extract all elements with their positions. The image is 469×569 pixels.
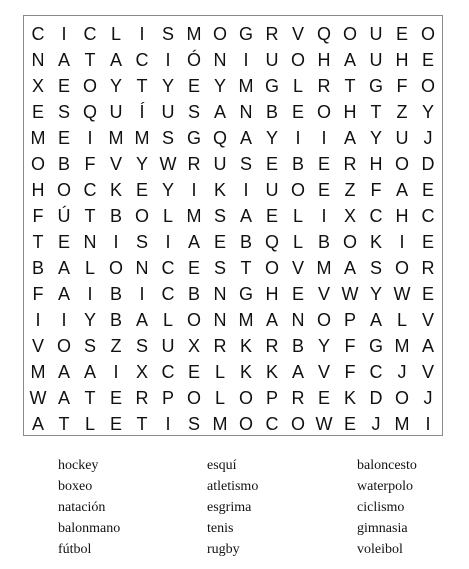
grid-cell[interactable]: E	[57, 76, 70, 96]
grid-cell[interactable]: F	[32, 284, 44, 304]
grid-cell[interactable]: K	[239, 362, 252, 382]
grid-cell[interactable]: E	[265, 154, 278, 174]
grid-cell[interactable]: E	[395, 24, 408, 44]
grid-cell[interactable]: J	[371, 414, 381, 434]
grid-cell[interactable]: F	[32, 206, 44, 226]
grid-cell[interactable]: I	[113, 232, 119, 252]
grid-cell[interactable]: T	[370, 102, 382, 122]
grid-cell[interactable]: O	[238, 388, 253, 408]
grid-cell[interactable]: Y	[421, 102, 434, 122]
grid-cell[interactable]: O	[316, 310, 331, 330]
grid-cell[interactable]: K	[265, 362, 278, 382]
grid-cell[interactable]: I	[113, 362, 119, 382]
grid-cell[interactable]: N	[239, 102, 253, 122]
grid-cell[interactable]: O	[56, 336, 71, 356]
grid-cell[interactable]: U	[213, 154, 227, 174]
grid-cell[interactable]: H	[395, 50, 409, 70]
grid-cell[interactable]: L	[162, 310, 173, 330]
word-esqui: esquí	[207, 458, 237, 473]
grid-cell[interactable]: O	[82, 76, 97, 96]
grid-cell[interactable]: U	[161, 102, 175, 122]
grid-cell[interactable]: E	[291, 284, 304, 304]
grid-cell[interactable]: O	[316, 102, 331, 122]
grid-cell[interactable]: A	[57, 388, 70, 408]
grid-cell[interactable]: C	[161, 362, 175, 382]
grid-cell[interactable]: Q	[82, 102, 97, 122]
grid-cell[interactable]: E	[421, 50, 434, 70]
word-voleibol: voleibol	[357, 542, 403, 557]
grid-cell[interactable]: E	[213, 232, 226, 252]
grid-cell[interactable]: L	[214, 362, 225, 382]
word-waterpolo: waterpolo	[357, 479, 413, 494]
grid-cell[interactable]: H	[317, 50, 331, 70]
grid-cell[interactable]: A	[57, 258, 70, 278]
grid-cell[interactable]: U	[161, 336, 175, 356]
grid-cell[interactable]: U	[369, 50, 383, 70]
grid-cell[interactable]: L	[214, 388, 225, 408]
grid-cell[interactable]: A	[343, 128, 356, 148]
grid-cell[interactable]: A	[421, 336, 434, 356]
grid-cell[interactable]: O	[394, 154, 409, 174]
grid-cell[interactable]: O	[186, 310, 201, 330]
word-natacion: natación	[58, 500, 106, 515]
grid-cell[interactable]: U	[265, 50, 279, 70]
grid-cell[interactable]: D	[421, 154, 435, 174]
grid-cell[interactable]: U	[109, 102, 123, 122]
grid-cell[interactable]: A	[395, 180, 408, 200]
grid-cell[interactable]: B	[57, 154, 70, 174]
grid-cell[interactable]: O	[134, 206, 149, 226]
grid-cell[interactable]: M	[316, 258, 332, 278]
word-baloncesto: baloncesto	[357, 458, 417, 473]
word-tenis: tenis	[207, 521, 234, 536]
grid-cell[interactable]: N	[31, 50, 45, 70]
grid-cell[interactable]: R	[135, 388, 149, 408]
word-gimnasia: gimnasia	[357, 521, 408, 536]
grid-cell[interactable]: E	[187, 76, 200, 96]
grid-cell[interactable]: E	[291, 102, 304, 122]
grid-cell[interactable]: C	[421, 206, 435, 226]
grid-cell[interactable]: F	[370, 180, 382, 200]
word-boxeo: boxeo	[58, 479, 93, 494]
grid-cell[interactable]: Y	[83, 310, 96, 330]
grid-cell[interactable]: V	[291, 258, 304, 278]
grid-cell[interactable]: M	[134, 128, 150, 148]
grid-cell[interactable]: I	[321, 128, 327, 148]
grid-cell[interactable]: R	[265, 24, 279, 44]
grid-cell[interactable]: R	[265, 336, 279, 356]
word-list-column-2	[207, 455, 258, 560]
grid-cell[interactable]: A	[57, 284, 70, 304]
grid-cell[interactable]: Y	[369, 284, 382, 304]
grid-cell[interactable]: Z	[344, 180, 356, 200]
grid-cell[interactable]: D	[369, 388, 383, 408]
grid-cell[interactable]: H	[31, 180, 45, 200]
grid-cell[interactable]: L	[84, 258, 95, 278]
grid-cell[interactable]: L	[162, 206, 173, 226]
grid-cell[interactable]: A	[291, 362, 304, 382]
grid-cell[interactable]: H	[343, 102, 357, 122]
grid-cell[interactable]: J	[397, 362, 407, 382]
grid-cell[interactable]: L	[292, 206, 303, 226]
grid-cell[interactable]: M	[394, 414, 410, 434]
grid-cell[interactable]: B	[31, 258, 44, 278]
grid-cell[interactable]: E	[187, 258, 200, 278]
grid-cell[interactable]: A	[31, 414, 44, 434]
grid-cell[interactable]: S	[187, 102, 200, 122]
grid-cell[interactable]: H	[369, 154, 383, 174]
grid-cell[interactable]: E	[31, 102, 44, 122]
grid-cell[interactable]: I	[165, 50, 171, 70]
grid-cell[interactable]: E	[265, 206, 278, 226]
grid-cell[interactable]: U	[369, 24, 383, 44]
grid-cell[interactable]: C	[369, 362, 383, 382]
grid-cell[interactable]: T	[84, 388, 96, 408]
grid-cell[interactable]: T	[84, 206, 96, 226]
grid-cell[interactable]: H	[265, 284, 279, 304]
grid-cell[interactable]: G	[238, 284, 253, 304]
grid-cell[interactable]: A	[343, 50, 356, 70]
grid-cell[interactable]: N	[213, 50, 227, 70]
grid-cell[interactable]: Q	[316, 24, 331, 44]
grid-cell[interactable]: Y	[161, 180, 174, 200]
grid-cell[interactable]: E	[421, 284, 434, 304]
grid-cell[interactable]: S	[187, 414, 200, 434]
grid-cell[interactable]: O	[342, 232, 357, 252]
grid-cell[interactable]: G	[186, 128, 201, 148]
grid-cell[interactable]: A	[213, 102, 226, 122]
grid-cell[interactable]: B	[109, 284, 122, 304]
grid-cell[interactable]: S	[135, 336, 148, 356]
grid-cell[interactable]: V	[109, 154, 122, 174]
grid-cell[interactable]: R	[187, 154, 201, 174]
grid-cell[interactable]: I	[139, 24, 145, 44]
grid-cell[interactable]: O	[108, 258, 123, 278]
grid-cell[interactable]: F	[344, 362, 356, 382]
grid-cell[interactable]: Y	[317, 336, 330, 356]
grid-cell[interactable]: K	[343, 388, 356, 408]
grid-cell[interactable]: S	[83, 336, 96, 356]
grid-cell[interactable]: E	[109, 388, 122, 408]
grid-cell[interactable]: T	[240, 258, 252, 278]
grid-cell[interactable]: B	[291, 154, 304, 174]
grid-cell[interactable]: A	[343, 258, 356, 278]
grid-cell[interactable]: O	[238, 414, 253, 434]
grid-cell[interactable]: M	[394, 336, 410, 356]
grid-cell[interactable]: R	[213, 336, 227, 356]
grid-cell[interactable]: O	[420, 76, 435, 96]
grid-cell[interactable]: A	[57, 362, 70, 382]
grid-cell[interactable]: T	[136, 76, 148, 96]
grid-cell[interactable]: N	[135, 258, 149, 278]
grid-cell[interactable]: I	[61, 310, 67, 330]
grid-cell[interactable]: I	[243, 180, 249, 200]
grid-cell[interactable]: I	[87, 128, 93, 148]
grid-cell[interactable]: S	[57, 102, 70, 122]
grid-cell[interactable]: B	[109, 310, 122, 330]
grid-cell[interactable]: Y	[161, 76, 174, 96]
grid-cell[interactable]: L	[292, 76, 303, 96]
grid-cell[interactable]: L	[84, 414, 95, 434]
grid-cell[interactable]: H	[395, 206, 409, 226]
grid-cell[interactable]: B	[187, 284, 200, 304]
grid-cell[interactable]: X	[135, 362, 148, 382]
grid-cell[interactable]: M	[108, 128, 124, 148]
grid-cell[interactable]: L	[110, 24, 121, 44]
grid-cell[interactable]: T	[32, 232, 44, 252]
grid-cell[interactable]: Q	[212, 128, 227, 148]
grid-cell[interactable]: N	[213, 310, 227, 330]
grid-cell[interactable]: K	[109, 180, 122, 200]
grid-cell[interactable]: F	[344, 336, 356, 356]
grid-cell[interactable]: I	[425, 414, 431, 434]
word-futbol: fútbol	[58, 542, 92, 557]
grid-cell[interactable]: O	[420, 24, 435, 44]
word-list-column-3	[357, 455, 417, 560]
grid-cell[interactable]: Y	[265, 128, 278, 148]
grid-cell[interactable]: E	[343, 414, 356, 434]
grid-cell[interactable]: R	[343, 154, 357, 174]
grid-cell[interactable]: C	[83, 24, 97, 44]
grid-cell[interactable]: E	[317, 180, 330, 200]
word-atletismo: atletismo	[207, 479, 259, 494]
grid-cell[interactable]: B	[239, 232, 252, 252]
grid-cell[interactable]: I	[165, 232, 171, 252]
grid-cell[interactable]: J	[423, 128, 433, 148]
grid-cell[interactable]: V	[421, 362, 434, 382]
grid-cell[interactable]: K	[239, 336, 252, 356]
grid-cell[interactable]: V	[31, 336, 44, 356]
grid-cell[interactable]: W	[315, 414, 333, 434]
grid-cell[interactable]: M	[30, 128, 46, 148]
grid-cell[interactable]: N	[291, 310, 305, 330]
grid-cell[interactable]: X	[31, 76, 44, 96]
grid-cell[interactable]: W	[29, 388, 47, 408]
grid-cell[interactable]: J	[423, 388, 433, 408]
grid-cell[interactable]: A	[187, 232, 200, 252]
grid-cell[interactable]: P	[343, 310, 356, 330]
grid-cell[interactable]: O	[212, 24, 227, 44]
grid-cell[interactable]: A	[83, 362, 96, 382]
grid-cell[interactable]: G	[368, 76, 383, 96]
grid-cell[interactable]: O	[394, 388, 409, 408]
grid-cell[interactable]: I	[243, 50, 249, 70]
grid-cell[interactable]: V	[421, 310, 434, 330]
grid-cell[interactable]: I	[87, 284, 93, 304]
word-search-grid-frame	[23, 15, 443, 436]
grid-cell[interactable]: M	[238, 310, 254, 330]
grid-cell[interactable]: L	[396, 310, 407, 330]
grid-cell[interactable]: W	[393, 284, 411, 304]
grid-cell[interactable]: I	[139, 284, 145, 304]
word-list	[58, 455, 458, 565]
grid-cell[interactable]: A	[265, 310, 278, 330]
grid-cell[interactable]: U	[395, 128, 409, 148]
grid-cell[interactable]: O	[56, 180, 71, 200]
grid-cell[interactable]: T	[58, 414, 70, 434]
grid-cell[interactable]: P	[161, 388, 174, 408]
grid-cell[interactable]: A	[369, 310, 382, 330]
grid-cell[interactable]: Y	[213, 76, 226, 96]
grid-cell[interactable]: I	[61, 24, 67, 44]
grid-cell[interactable]: O	[290, 414, 305, 434]
grid-cell[interactable]: S	[161, 128, 174, 148]
grid-cell[interactable]: Ú	[57, 206, 71, 226]
grid-cell[interactable]: B	[265, 102, 278, 122]
grid-cell[interactable]: C	[31, 24, 45, 44]
grid-cell[interactable]: E	[317, 154, 330, 174]
grid-cell[interactable]: E	[421, 180, 434, 200]
grid-cell[interactable]: C	[83, 180, 97, 200]
word-balonmano: balonmano	[58, 521, 121, 536]
grid-cell[interactable]: X	[343, 206, 356, 226]
grid-cell[interactable]: V	[291, 24, 304, 44]
grid-cell[interactable]: Í	[139, 102, 145, 122]
grid-cell[interactable]: P	[265, 388, 278, 408]
grid-cell[interactable]: I	[321, 206, 327, 226]
grid-cell[interactable]: G	[264, 76, 279, 96]
grid-cell[interactable]: I	[399, 232, 405, 252]
grid-cell[interactable]: Z	[110, 336, 122, 356]
grid-cell[interactable]: R	[421, 258, 435, 278]
grid-cell[interactable]: C	[161, 284, 175, 304]
grid-cell[interactable]: M	[30, 362, 46, 382]
grid-cell[interactable]: I	[165, 414, 171, 434]
grid-cell[interactable]: E	[109, 414, 122, 434]
grid-cell[interactable]: T	[84, 50, 96, 70]
grid-cell[interactable]: A	[135, 310, 148, 330]
grid-cell[interactable]: C	[369, 206, 383, 226]
grid-cell[interactable]: W	[341, 284, 359, 304]
grid-cell[interactable]: Y	[135, 154, 148, 174]
grid-cell[interactable]: E	[57, 232, 70, 252]
grid-cell[interactable]: C	[161, 258, 175, 278]
grid-cell[interactable]: I	[191, 180, 197, 200]
word-search-grid	[25, 21, 441, 437]
grid-cell[interactable]: N	[83, 232, 97, 252]
grid-cell[interactable]: A	[239, 128, 252, 148]
grid-cell[interactable]: A	[57, 50, 70, 70]
grid-cell[interactable]: I	[35, 310, 41, 330]
grid-cell[interactable]: M	[238, 76, 254, 96]
grid-cell[interactable]: R	[317, 76, 331, 96]
word-hockey: hockey	[58, 458, 99, 473]
grid-cell[interactable]: Z	[396, 102, 408, 122]
grid-cell[interactable]: E	[135, 180, 148, 200]
grid-cell[interactable]: Y	[369, 128, 382, 148]
grid-cell[interactable]: K	[369, 232, 382, 252]
grid-cell[interactable]: A	[239, 206, 252, 226]
grid-cell[interactable]: A	[109, 50, 122, 70]
grid-cell[interactable]: B	[109, 206, 122, 226]
grid-cell[interactable]: F	[84, 154, 96, 174]
grid-cell[interactable]: S	[135, 232, 148, 252]
grid-cell[interactable]: M	[212, 414, 228, 434]
word-list-column-1	[58, 455, 120, 560]
grid-cell[interactable]: T	[344, 76, 356, 96]
grid-cell[interactable]: X	[187, 336, 200, 356]
grid-cell[interactable]: G	[368, 336, 383, 356]
grid-cell[interactable]: M	[186, 24, 202, 44]
grid-cell[interactable]: O	[186, 388, 201, 408]
grid-cell[interactable]: Y	[109, 76, 122, 96]
grid-cell[interactable]: S	[369, 258, 382, 278]
grid-cell[interactable]: K	[213, 180, 226, 200]
grid-cell[interactable]: E	[57, 128, 70, 148]
grid-cell[interactable]: C	[265, 414, 279, 434]
word-rugby: rugby	[207, 542, 240, 557]
grid-cell[interactable]: O	[30, 154, 45, 174]
grid-cell[interactable]: E	[421, 232, 434, 252]
grid-cell[interactable]: I	[295, 128, 301, 148]
grid-cell[interactable]: O	[290, 180, 305, 200]
grid-cell[interactable]: F	[396, 76, 408, 96]
word-esgrima: esgrima	[207, 500, 252, 515]
grid-cell[interactable]: B	[291, 336, 304, 356]
grid-cell[interactable]: E	[187, 362, 200, 382]
grid-cell[interactable]: E	[317, 388, 330, 408]
grid-cell[interactable]: Q	[264, 232, 279, 252]
grid-cell[interactable]: R	[291, 388, 305, 408]
grid-cell[interactable]: Ó	[186, 50, 201, 70]
grid-cell[interactable]: O	[290, 50, 305, 70]
grid-cell[interactable]: S	[213, 258, 226, 278]
grid-cell[interactable]: U	[265, 180, 279, 200]
grid-cell[interactable]: O	[394, 258, 409, 278]
grid-cell[interactable]: M	[186, 206, 202, 226]
grid-cell[interactable]: W	[159, 154, 177, 174]
grid-cell[interactable]: V	[317, 284, 330, 304]
grid-cell[interactable]: N	[213, 284, 227, 304]
grid-cell[interactable]: S	[239, 154, 252, 174]
grid-cell[interactable]: O	[342, 24, 357, 44]
grid-cell[interactable]: V	[317, 362, 330, 382]
grid-cell[interactable]: B	[317, 232, 330, 252]
grid-cell[interactable]: S	[161, 24, 174, 44]
grid-cell[interactable]: O	[264, 258, 279, 278]
grid-cell[interactable]: S	[213, 206, 226, 226]
grid-cell[interactable]: T	[136, 414, 148, 434]
grid-cell[interactable]: L	[292, 232, 303, 252]
grid-cell[interactable]: G	[238, 24, 253, 44]
grid-cell[interactable]: C	[135, 50, 149, 70]
word-ciclismo: ciclismo	[357, 500, 405, 515]
